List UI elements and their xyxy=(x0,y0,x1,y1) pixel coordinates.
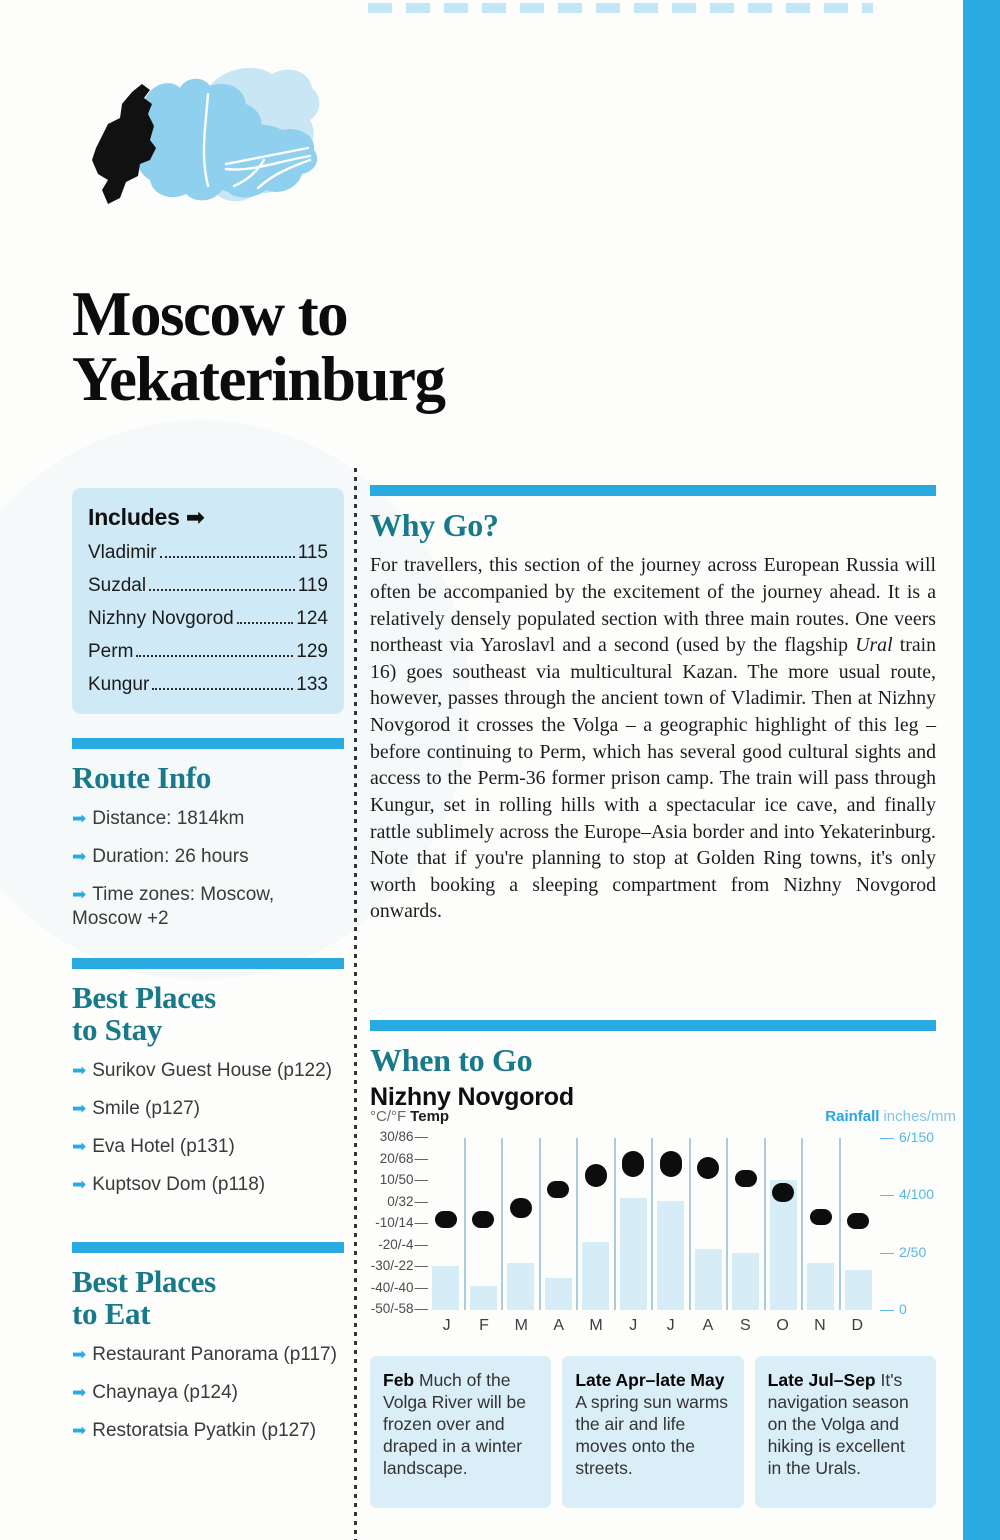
page-title-line1: Moscow to xyxy=(72,279,348,349)
includes-item xyxy=(88,641,328,663)
temperature-range-marker xyxy=(847,1213,869,1229)
page-edge-band xyxy=(963,0,1000,1540)
month-label: O xyxy=(776,1317,789,1334)
temp-tick-label: -50/-58 xyxy=(370,1301,414,1316)
month-label: J xyxy=(629,1317,638,1334)
temperature-range-marker xyxy=(772,1183,794,1202)
why-go-text-part: train 16) goes southeast via multicultural Kazan. The more usual route, however, passes through the ancient town of Vladimir. Then at Nizhny Novgorod it crosses the Volga – a geographic highlight of this leg – before continuing to Perm, which has several good cultural sights and access to the Perm-36 former prison camp. The train will pass through Kungur, set in rolling hills with a spectacular ice cave, and finally rattle sublimely across the Europe–Asia border and into Yekaterinburg. Note that if you're planning to stop at Golden Ring towns, it's only worth booking a sleeping compartment from Nizhny Novgorod onwards. xyxy=(370,634,936,923)
tick-dash: — xyxy=(880,1129,894,1145)
temp-tick xyxy=(371,1301,428,1316)
best-stay-heading: Best Places to Stay xyxy=(72,980,216,1048)
bullet-text: Duration: 26 hours xyxy=(92,845,249,867)
temp-axis-label: °C/°F Temp xyxy=(370,1108,450,1125)
temp-tick xyxy=(387,1194,428,1209)
temp-tick xyxy=(371,1258,428,1273)
temp-tick xyxy=(380,1172,428,1187)
seasonal-note-card: Late Jul–Sep It's navigation season on the Volga and hiking is excellent in the Urals. xyxy=(755,1356,936,1508)
when-to-go-section xyxy=(370,1020,936,1112)
month-column xyxy=(466,1138,504,1310)
best-stay-item xyxy=(72,1173,344,1198)
temp-tick xyxy=(375,1215,428,1230)
why-go-text-part: For travellers, this section of the journey across European Russia will often be accompanied by the excitement of the journey ahead. It is a relatively densely populated section with three main routes. One veers northeast via Yaroslavl and a second (used by the flagship xyxy=(370,554,936,657)
best-eat-item xyxy=(72,1381,344,1406)
arrow-right-icon: ➡ xyxy=(72,809,87,830)
month-label: A xyxy=(702,1317,714,1334)
rainfall-bar xyxy=(432,1266,459,1310)
month-label: J xyxy=(666,1317,675,1334)
rain-axis-ticks xyxy=(876,1129,962,1317)
bullet-text: Kuptsov Dom (p118) xyxy=(92,1173,266,1195)
arrow-right-icon: ➡ xyxy=(72,1174,87,1195)
includes-item-page: 119 xyxy=(297,575,328,596)
month-column xyxy=(578,1138,616,1310)
section-accent-bar xyxy=(72,738,344,749)
temperature-range-marker xyxy=(660,1151,682,1177)
tick-dash: — xyxy=(880,1243,894,1260)
bullet-text: Distance: 1814km xyxy=(92,808,245,830)
best-places-to-stay-section xyxy=(72,958,344,1197)
best-stay-list xyxy=(72,1059,344,1197)
rain-tick xyxy=(880,1244,926,1260)
bullet-text: Eva Hotel (p131) xyxy=(92,1135,235,1157)
route-info-item xyxy=(72,807,344,832)
includes-item-page: 124 xyxy=(296,608,328,629)
best-eat-heading: Best Places to Eat xyxy=(72,1264,216,1332)
page-title-line2: Yekaterinburg xyxy=(72,343,445,414)
tick-dash: — xyxy=(880,1301,894,1317)
best-stay-item xyxy=(72,1135,344,1160)
climate-plot xyxy=(428,1138,876,1310)
temp-tick-label: -20/-4 xyxy=(378,1236,414,1252)
tick-dash: — xyxy=(414,1193,428,1209)
page-title xyxy=(72,279,692,414)
route-info-heading: Route Info xyxy=(72,760,212,795)
includes-item-page: 115 xyxy=(297,542,328,563)
rainfall-bar xyxy=(545,1278,572,1310)
dotted-leader xyxy=(160,556,295,558)
includes-item-name: Perm xyxy=(88,641,134,662)
arrow-right-icon: ➡ xyxy=(72,1420,87,1441)
temp-tick xyxy=(380,1129,428,1144)
why-go-section xyxy=(370,485,936,925)
includes-panel xyxy=(72,488,344,714)
rainfall-bar xyxy=(507,1263,534,1310)
rainfall-bar xyxy=(657,1201,684,1310)
temperature-range-marker xyxy=(810,1209,832,1225)
when-to-go-heading: When to Go xyxy=(370,1042,533,1078)
climate-chart-header xyxy=(370,1108,962,1130)
temp-tick-label: -10/14 xyxy=(375,1215,414,1230)
temp-tick-label: -40/-40 xyxy=(370,1279,414,1295)
why-go-heading: Why Go? xyxy=(370,507,499,543)
note-lead: Late Apr–late May xyxy=(575,1370,725,1390)
includes-heading: Includes ➡ xyxy=(88,504,205,531)
temperature-range-marker xyxy=(510,1198,532,1217)
bullet-text: Restoratsia Pyatkin (p127) xyxy=(92,1419,317,1441)
temperature-range-marker xyxy=(622,1151,644,1177)
dotted-leader xyxy=(237,622,294,624)
rain-axis-label: Rainfall inches/mm xyxy=(825,1108,956,1125)
includes-item xyxy=(88,542,328,564)
rainfall-bar xyxy=(695,1249,722,1310)
dotted-leader xyxy=(152,688,293,690)
tick-dash: — xyxy=(414,1258,428,1273)
month-column xyxy=(503,1138,541,1310)
temp-tick-label: 0/32 xyxy=(387,1193,414,1209)
temp-tick-label: 20/68 xyxy=(379,1150,414,1166)
section-accent-bar xyxy=(72,958,344,969)
month-label: M xyxy=(589,1317,603,1334)
month-label: M xyxy=(514,1317,528,1334)
tick-dash: — xyxy=(414,1279,428,1295)
best-stay-item xyxy=(72,1059,344,1084)
section-accent-bar xyxy=(370,1020,936,1031)
climate-chart-city: Nizhny Novgorod xyxy=(370,1083,574,1112)
tick-dash: — xyxy=(414,1129,428,1144)
temp-tick-label: 30/86 xyxy=(379,1129,414,1144)
month-column xyxy=(766,1138,804,1310)
month-label: F xyxy=(479,1317,489,1334)
temperature-range-marker xyxy=(435,1211,457,1228)
includes-item-page: 133 xyxy=(296,674,328,695)
temp-tick xyxy=(380,1151,428,1166)
includes-item-name: Kungur xyxy=(88,674,150,695)
seasonal-notes xyxy=(370,1356,936,1508)
rain-tick xyxy=(880,1301,907,1317)
month-column xyxy=(691,1138,729,1310)
bullet-text: Chaynaya (p124) xyxy=(92,1382,239,1404)
rainfall-bar xyxy=(582,1242,609,1310)
arrow-right-icon: ➡ xyxy=(72,1383,87,1404)
includes-item-name: Nizhny Novgorod xyxy=(88,608,234,629)
month-column xyxy=(541,1138,579,1310)
tick-dash: — xyxy=(414,1215,428,1230)
month-column xyxy=(428,1138,466,1310)
seasonal-note-card: Late Apr–late May A spring sun warms the air and life moves onto the streets. xyxy=(562,1356,743,1508)
includes-item xyxy=(88,674,328,696)
temp-tick-label: 10/50 xyxy=(379,1172,414,1187)
rain-tick-label: 0 xyxy=(899,1301,907,1317)
temp-tick xyxy=(378,1237,428,1252)
arrow-right-icon: ➡ xyxy=(72,846,87,867)
section-accent-bar xyxy=(370,485,936,496)
tick-dash: — xyxy=(414,1301,428,1316)
month-column xyxy=(616,1138,654,1310)
best-eat-list xyxy=(72,1343,344,1443)
tick-dash: — xyxy=(414,1172,428,1187)
arrow-right-icon: ➡ xyxy=(72,884,87,905)
month-label: S xyxy=(739,1317,751,1334)
rain-tick-label: 4/100 xyxy=(899,1186,935,1203)
arrow-right-icon: ➡ xyxy=(72,1345,87,1366)
month-label: N xyxy=(814,1317,826,1334)
bullet-text: Restaurant Panorama (p117) xyxy=(92,1344,337,1366)
best-eat-item xyxy=(72,1343,344,1368)
tick-dash: — xyxy=(414,1236,428,1252)
rainfall-bar xyxy=(845,1270,872,1310)
route-info-item xyxy=(72,883,344,932)
torn-edge-decoration xyxy=(368,3,873,13)
month-column xyxy=(803,1138,841,1310)
month-label: A xyxy=(553,1317,564,1334)
temperature-range-marker xyxy=(697,1157,719,1179)
month-column xyxy=(841,1138,877,1310)
bullet-text: Surikov Guest House (p122) xyxy=(92,1060,332,1082)
dotted-leader xyxy=(149,589,295,591)
best-eat-item xyxy=(72,1419,344,1444)
month-label: J xyxy=(442,1317,451,1334)
temp-tick-label: -30/-22 xyxy=(370,1258,414,1273)
dotted-leader xyxy=(136,655,293,657)
temp-axis-ticks xyxy=(370,1129,428,1316)
bullet-text: Time zones: Moscow, Moscow +2 xyxy=(72,883,275,930)
includes-item-name: Vladimir xyxy=(88,542,157,563)
temperature-range-marker xyxy=(735,1170,757,1187)
rainfall-bar xyxy=(732,1253,759,1310)
route-info-item xyxy=(72,845,344,870)
rainfall-bar xyxy=(470,1286,497,1310)
note-lead: Late Jul–Sep xyxy=(767,1370,876,1390)
section-accent-bar xyxy=(72,1242,344,1253)
arrow-right-icon: ➡ xyxy=(185,505,205,531)
why-go-text-part: Ural xyxy=(855,634,893,657)
month-column xyxy=(728,1138,766,1310)
temp-tick xyxy=(371,1280,428,1295)
month-axis xyxy=(428,1317,876,1335)
map-highlight-region xyxy=(92,84,156,204)
russia-route-map-icon xyxy=(58,52,324,218)
column-separator xyxy=(354,468,357,1540)
rain-tick xyxy=(880,1186,934,1202)
temperature-range-marker xyxy=(472,1211,494,1228)
includes-item-name: Suzdal xyxy=(88,575,147,596)
temperature-range-marker xyxy=(585,1164,607,1188)
route-info-section xyxy=(72,738,344,932)
arrow-right-icon: ➡ xyxy=(72,1061,87,1082)
includes-item xyxy=(88,608,328,630)
best-stay-item xyxy=(72,1097,344,1122)
seasonal-note-card: Feb Much of the Volga River will be frozen over and draped in a winter landscape. xyxy=(370,1356,551,1508)
route-info-list xyxy=(72,807,344,932)
bullet-text: Smile (p127) xyxy=(92,1098,200,1120)
rain-tick-label: 2/50 xyxy=(899,1243,927,1260)
tick-dash: — xyxy=(414,1150,428,1166)
includes-item xyxy=(88,575,328,597)
why-go-body xyxy=(370,552,936,925)
climate-chart-plot-area xyxy=(370,1129,962,1317)
month-column xyxy=(653,1138,691,1310)
climate-chart xyxy=(370,1108,962,1335)
month-label: D xyxy=(851,1317,864,1334)
includes-list xyxy=(88,542,328,696)
tick-dash: — xyxy=(880,1186,894,1203)
rainfall-bar xyxy=(807,1263,834,1310)
temperature-range-marker xyxy=(547,1181,569,1198)
rainfall-bar xyxy=(620,1198,647,1310)
rain-tick-label: 6/150 xyxy=(899,1129,935,1145)
arrow-right-icon: ➡ xyxy=(72,1136,87,1157)
arrow-right-icon: ➡ xyxy=(72,1099,87,1120)
best-places-to-eat-section xyxy=(72,1242,344,1444)
note-lead: Feb xyxy=(383,1370,415,1390)
includes-item-page: 129 xyxy=(296,641,328,662)
rain-tick xyxy=(880,1129,934,1145)
